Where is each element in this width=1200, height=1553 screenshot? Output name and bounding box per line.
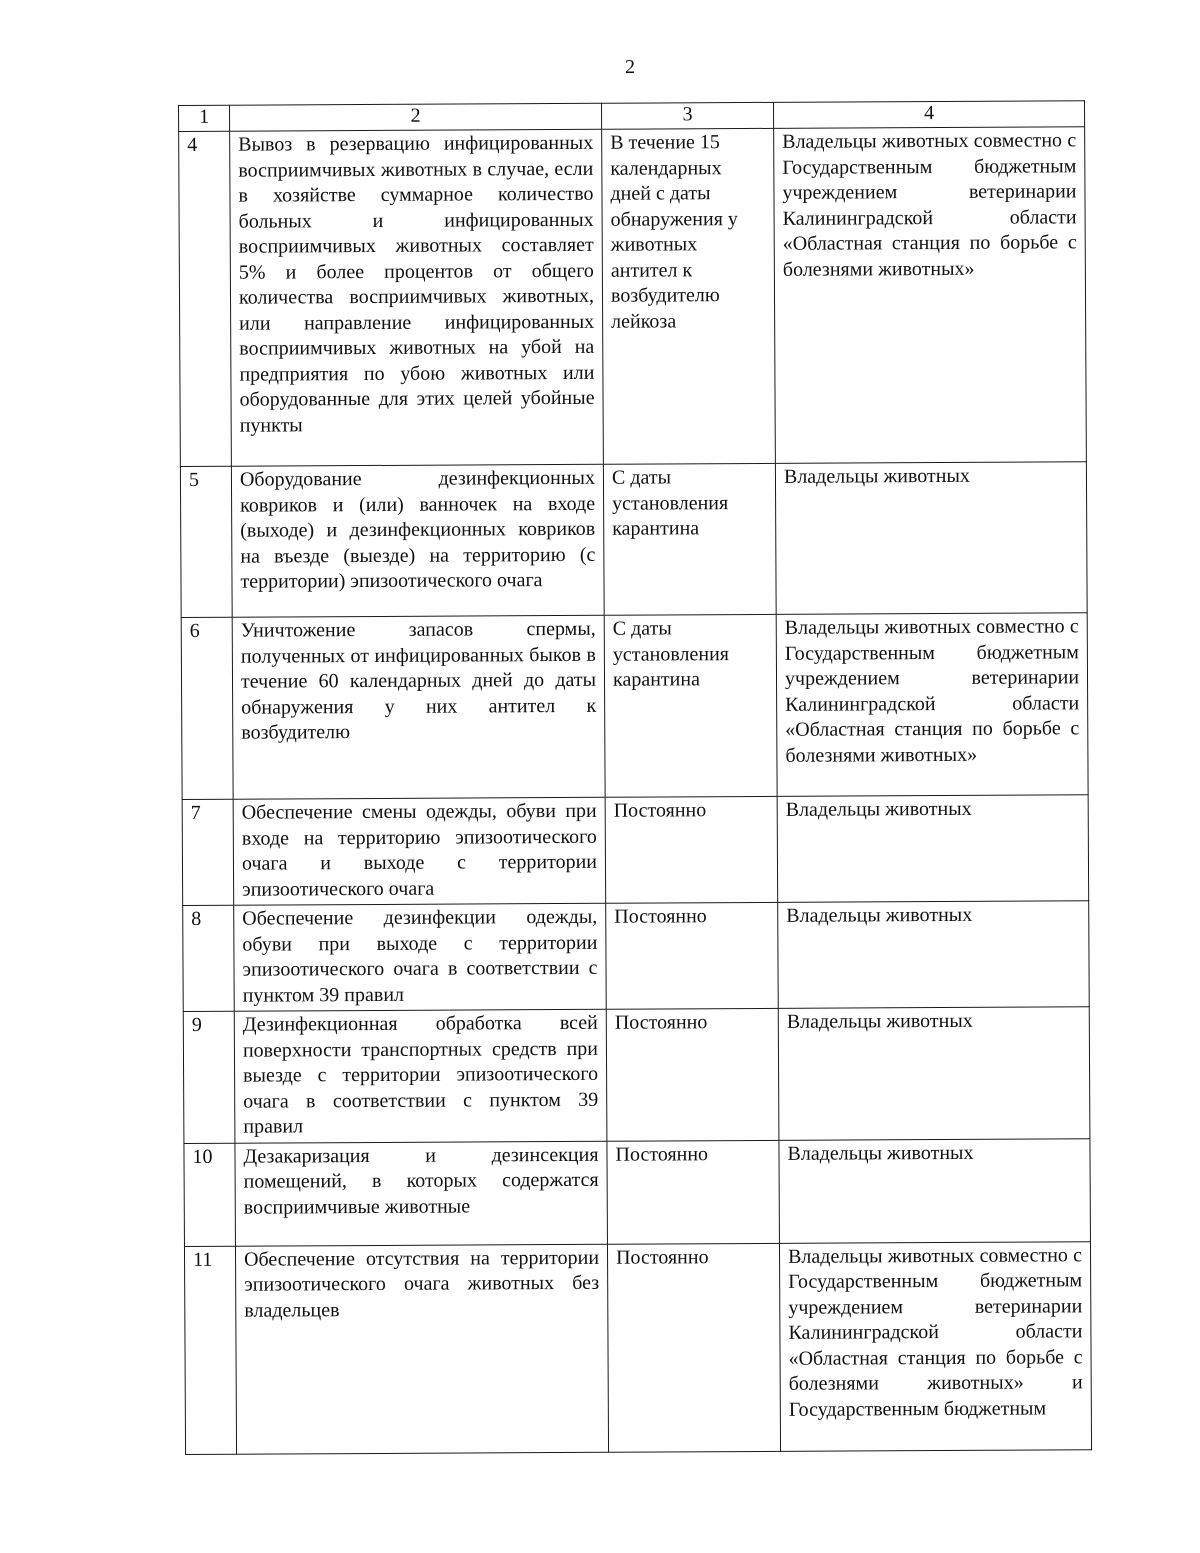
table-row: [183, 901, 1090, 1012]
row-responsible: Владельцы животных: [779, 1138, 1091, 1243]
row-term: С даты установления карантина: [603, 463, 776, 615]
row-action: Оборудование дезинфекционных ковриков и (или) ванночек на входе (выходе) и дезинфекционных ковриков на въезде (выезде) на территорию (с территории) эпизоотического очага: [231, 464, 604, 617]
header-col-2: 2: [230, 103, 602, 131]
row-action: Уничтожение запасов спермы, полученных от инфицированных быков в течение 60 календарных дней до даты обнаружения у них антител к возбудителю: [232, 615, 605, 799]
row-number: 6: [181, 617, 233, 799]
row-action: Обеспечение отсутствия на территории эпизоотического очага животных без владельцев: [235, 1244, 608, 1454]
page-number: 2: [625, 56, 635, 78]
row-term: Постоянно: [607, 1140, 780, 1244]
row-responsible: Владельцы животных: [778, 901, 1090, 1009]
table-row: [183, 1007, 1090, 1143]
row-action: Вывоз в резервацию инфицированных восприимчивых животных в случае, если в хозяйстве суммарное количество больных и инфицированных восприимчивых животных составляет 5% и более процентов от общего количества восприимчивых животных, или направление инфицированных восприимчивых животных на убой на предприятия по убою животных или оборудованные для этих целей убойные пункты: [230, 129, 604, 466]
header-col-4: 4: [773, 101, 1084, 129]
row-number: 11: [184, 1246, 236, 1454]
row-term: В течение 15 календарных дней с даты обнаружения у животных антител к возбудителю лейкоза: [602, 128, 776, 464]
row-number: 10: [184, 1143, 236, 1246]
table-row: [180, 462, 1087, 618]
row-number: 9: [183, 1011, 235, 1143]
row-number: 8: [183, 905, 235, 1011]
header-col-1: 1: [179, 105, 230, 131]
row-term: С даты установления карантина: [604, 614, 777, 797]
row-number: 4: [179, 131, 232, 466]
row-responsible: Владельцы животных совместно с Государственным бюджетным учреждением ветеринарии Калининградской области «Областная станция по борьбе с болезнями животных» и Государственным бюджетным: [779, 1241, 1091, 1451]
row-action: Дезинфекционная обработка всей поверхности транспортных средств при выезде с территории эпизоотического очага в соответствии с пунктом 39 правил: [234, 1009, 607, 1142]
row-term: Постоянно: [607, 1243, 780, 1452]
row-number: 7: [182, 799, 234, 905]
row-responsible: Владельцы животных: [775, 462, 1087, 615]
header-col-3: 3: [601, 102, 773, 129]
row-number: 5: [180, 466, 232, 617]
row-responsible: Владельцы животных совместно с Государственным бюджетным учреждением ветеринарии Калининградской области «Областная станция по борьбе с болезнями животных»: [776, 613, 1088, 797]
table-row: [184, 1138, 1091, 1246]
table-row: [182, 795, 1089, 906]
row-responsible: Владельцы животных: [777, 795, 1089, 903]
row-term: Постоянно: [606, 1008, 779, 1140]
table-row: [181, 613, 1088, 800]
row-responsible: Владельцы животных совместно с Государственным бюджетным учреждением ветеринарии Калининградской области «Областная станция по борьбе с болезнями животных»: [774, 127, 1087, 464]
row-responsible: Владельцы животных: [778, 1007, 1090, 1140]
row-action: Обеспечение смены одежды, обуви при входе на территорию эпизоотического очага и выходе с территории эпизоотического очага: [233, 797, 606, 905]
table-row: [184, 1241, 1091, 1454]
row-action: Дезакаризация и дезинсекция помещений, в которых содержатся восприимчивые животные: [235, 1141, 608, 1246]
table-row: [179, 127, 1087, 467]
row-action: Обеспечение дезинфекции одежды, обуви при выходе с территории эпизоотического очага в соответствии с пунктом 39 правил: [234, 903, 607, 1011]
row-term: Постоянно: [605, 796, 778, 903]
measures-table: [178, 100, 1092, 1454]
row-term: Постоянно: [606, 902, 779, 1009]
